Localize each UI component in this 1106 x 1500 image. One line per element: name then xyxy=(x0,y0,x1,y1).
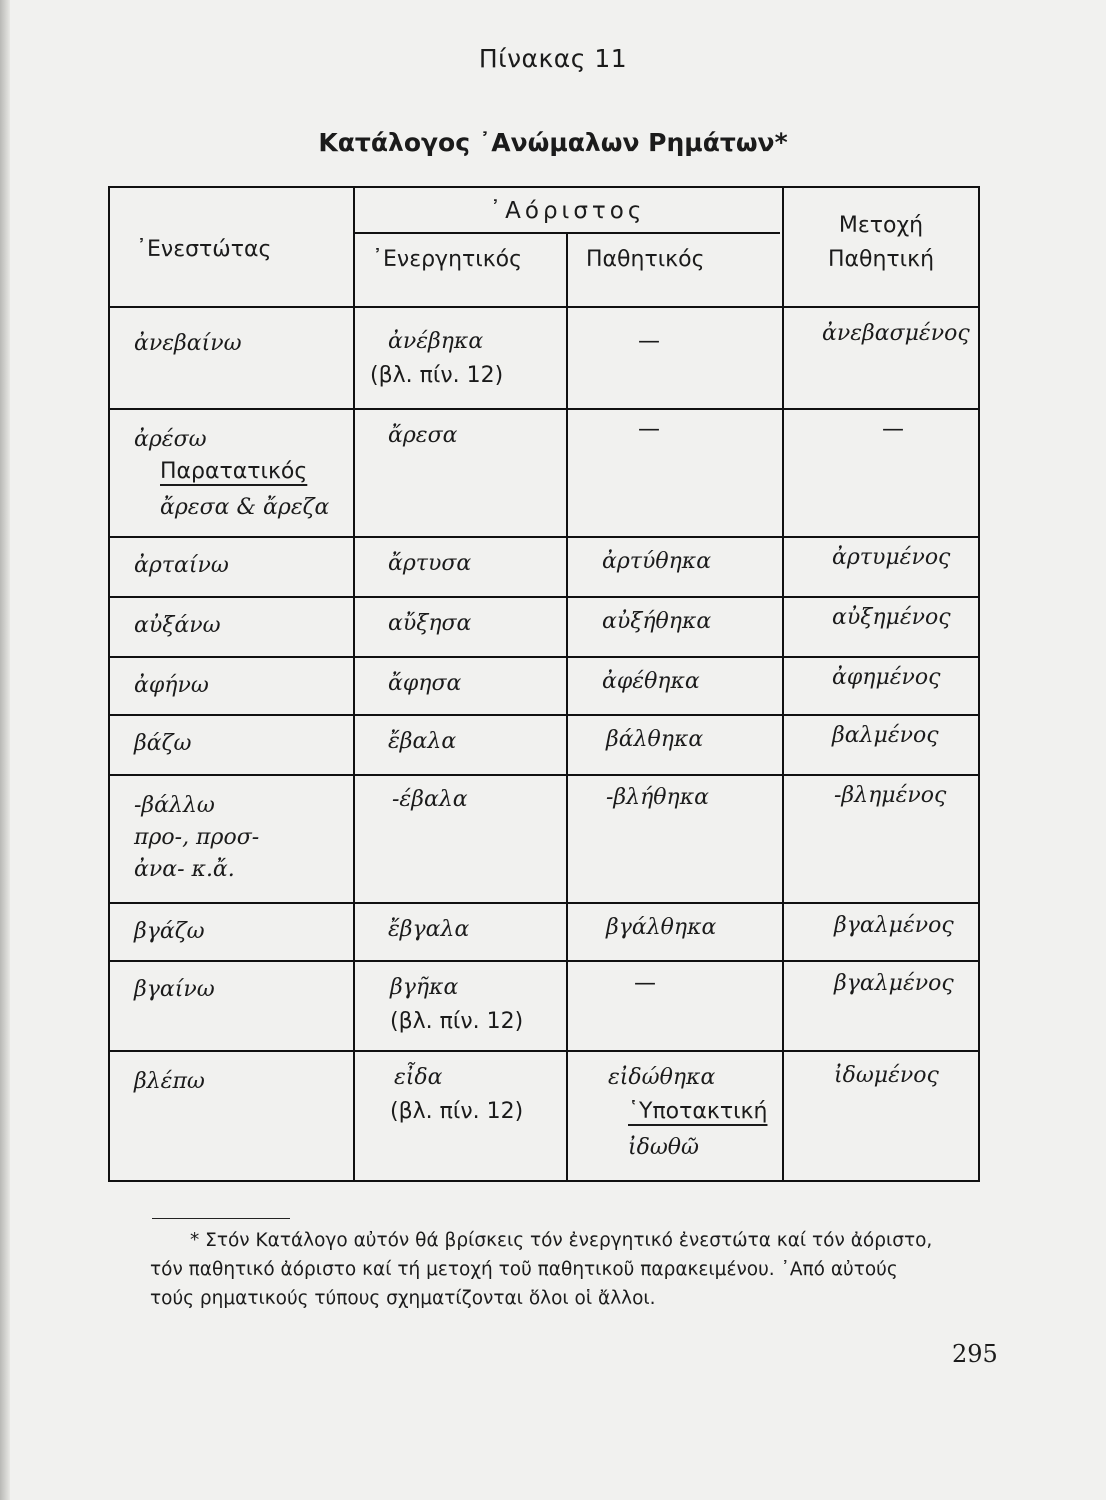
irregular-verbs-table xyxy=(108,186,980,1182)
cell-passive: ἀρτύθηκα xyxy=(602,549,712,574)
row-divider xyxy=(110,774,978,776)
cell-present: βγαίνω xyxy=(134,977,215,1002)
subjunctive-label: ῾Υποτακτική xyxy=(628,1099,768,1124)
row-divider xyxy=(110,596,978,598)
row-divider xyxy=(110,902,978,904)
cell-present: -βάλλω xyxy=(134,793,215,818)
header-divider xyxy=(353,232,780,234)
cell-active: ἀνέβηκα xyxy=(388,329,484,354)
row-divider xyxy=(110,536,978,538)
imperfect-forms: ἄρεσα & ἄρεζα xyxy=(160,495,330,520)
column-divider xyxy=(353,188,355,1180)
cell-passive: εἰδώθηκα xyxy=(608,1065,716,1090)
cell-active: -έβαλα xyxy=(392,787,468,812)
cell-passive: αὐξήθηκα xyxy=(602,609,712,634)
cell-active-ref: (βλ. πίν. 12) xyxy=(390,1009,524,1034)
cell-participle: — xyxy=(882,417,904,442)
row-divider xyxy=(110,960,978,962)
cell-active: ἄρεσα xyxy=(388,423,458,448)
cell-present: αὐξάνω xyxy=(134,613,221,638)
cell-participle: αὐξημένος xyxy=(832,605,951,630)
cell-active-ref: (βλ. πίν. 12) xyxy=(370,363,504,388)
cell-participle: ἀρτυμένος xyxy=(832,545,951,570)
cell-present: βλέπω xyxy=(134,1069,205,1094)
cell-active-ref: (βλ. πίν. 12) xyxy=(390,1099,524,1124)
cell-participle: -βλημένος xyxy=(834,783,947,808)
column-divider xyxy=(566,232,568,1180)
header-present: ᾿Ενεστώτας xyxy=(136,237,272,262)
footnote-line: τούς ρηματικούς τύπους σχηματίζονται ὅλοι οἱ ἄλλοι. xyxy=(150,1288,656,1309)
cell-active: ἔβαλα xyxy=(388,729,457,754)
footnote-line: * Στόν Κατάλογο αὐτόν θά βρίσκεις τόν ἐνεργητικό ἐνεστώτα καί τόν ἀόριστο, xyxy=(190,1230,933,1251)
cell-present-prefixes: προ-, προσ- xyxy=(134,825,260,850)
cell-passive: — xyxy=(638,417,660,442)
cell-passive: — xyxy=(634,971,656,996)
footnote-line: τόν παθητικό ἀόριστο καί τή μετοχή τοῦ παθητικοῦ παρακειμένου. ᾿Από αὐτούς xyxy=(150,1259,898,1280)
cell-active: εἶδα xyxy=(394,1065,443,1090)
row-divider xyxy=(110,1050,978,1052)
cell-passive: ἀφέθηκα xyxy=(602,669,700,694)
cell-passive: βγάλθηκα xyxy=(606,915,717,940)
header-aorist: ᾿Αόριστος xyxy=(489,198,646,224)
footnote-separator xyxy=(152,1218,290,1219)
row-divider xyxy=(110,714,978,716)
table-number: Πίνακας 11 xyxy=(478,44,628,73)
cell-participle: βγαλμένος xyxy=(834,971,954,996)
page-edge-shadow xyxy=(0,0,10,1500)
cell-active: βγῆκα xyxy=(390,975,459,1000)
subjunctive-form: ἰδωθῶ xyxy=(628,1135,699,1160)
imperfect-label: Παρατατικός xyxy=(160,459,308,484)
cell-participle: ἰδωμένος xyxy=(834,1063,939,1088)
cell-participle: ἀφημένος xyxy=(832,665,941,690)
cell-active: ἄρτυσα xyxy=(388,551,472,576)
cell-passive: -βλήθηκα xyxy=(606,785,709,810)
cell-present: ἀνεβαίνω xyxy=(134,331,242,356)
page-number: 295 xyxy=(952,1340,998,1368)
page-title: Κατάλογος ᾿Ανώμαλων Ρημάτων* xyxy=(318,128,788,157)
cell-present: βγάζω xyxy=(134,919,205,944)
cell-participle: βγαλμένος xyxy=(834,913,954,938)
cell-present: βάζω xyxy=(134,731,192,756)
cell-passive: βάλθηκα xyxy=(606,727,704,752)
cell-present-prefixes: ἀνα- κ.ἄ. xyxy=(134,857,235,882)
cell-present: ἀρέσω xyxy=(134,427,207,452)
header-active: ᾿Ενεργητικός xyxy=(372,247,523,272)
cell-participle: ἀνεβασμένος xyxy=(822,321,970,346)
row-divider xyxy=(110,306,978,308)
cell-passive: — xyxy=(638,329,660,354)
cell-participle: βαλμένος xyxy=(832,723,939,748)
cell-active: αὔξησα xyxy=(388,611,472,636)
row-divider xyxy=(110,408,978,410)
cell-active: ἔβγαλα xyxy=(388,917,470,942)
cell-present: ἀφήνω xyxy=(134,673,209,698)
cell-present: ἀρταίνω xyxy=(134,553,229,578)
header-passive: Παθητικός xyxy=(586,247,705,272)
footnote xyxy=(150,1226,1000,1313)
header-participle-line2: Παθητική xyxy=(827,247,935,272)
row-divider xyxy=(110,656,978,658)
header-participle-line1: Μετοχή xyxy=(838,213,924,238)
cell-active: ἄφησα xyxy=(388,671,462,696)
column-divider xyxy=(782,188,784,1180)
